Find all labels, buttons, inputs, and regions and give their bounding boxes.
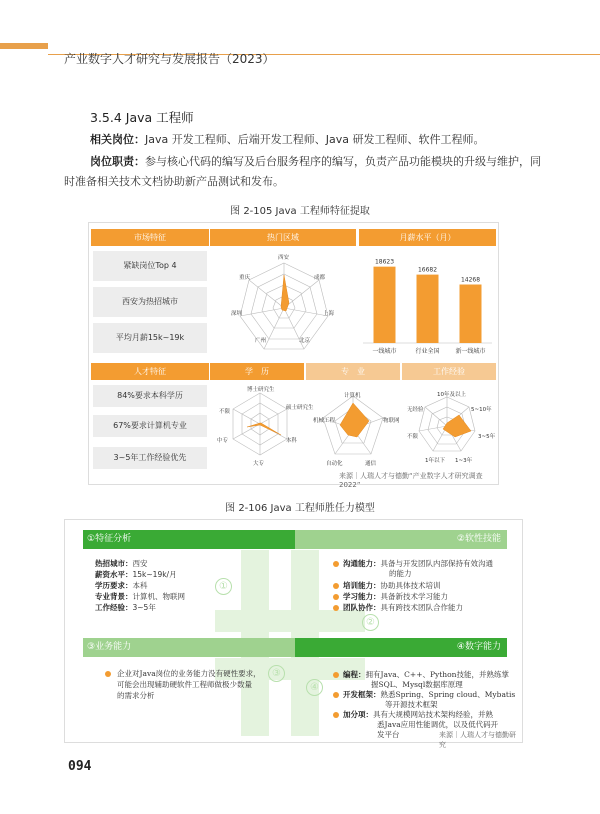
salary-category-label: 一线城市 — [372, 348, 397, 355]
radar-label: 广州 — [255, 338, 267, 344]
salary-bar — [460, 285, 482, 343]
radar-label: 博士研究生 — [247, 387, 275, 393]
radar-label: 硕士研究生 — [286, 405, 314, 411]
digital-framework — [343, 690, 515, 700]
figure-105-caption: 图 2-105 Java 工程师特征提取 — [230, 206, 370, 217]
radar-label: 本科 — [286, 438, 298, 444]
education-radar-chart — [223, 387, 297, 461]
feature-value: 本科 — [132, 581, 148, 590]
soft-skill-key: 学习能力： — [343, 592, 381, 601]
major-radar-area — [340, 403, 369, 437]
radar-label: 重庆 — [239, 275, 251, 281]
bullet-dot — [333, 561, 339, 567]
digital-key: 加分项： — [343, 710, 373, 719]
market-item: 平均月薪15k~19k — [93, 323, 207, 353]
feature-key: 学历要求： — [95, 581, 133, 590]
bullet-dot — [333, 672, 339, 678]
radar-label: 不限 — [219, 409, 231, 415]
digital-bonus — [343, 710, 493, 720]
feature-key: 热招城市： — [95, 559, 133, 568]
radar-label: 1~3年 — [455, 458, 473, 464]
feature-value: 计算机、物联网 — [132, 592, 185, 601]
feature-line — [95, 581, 148, 591]
salary-bar-chart — [359, 247, 496, 357]
header-title: 产业数字人才研究与发展报告（2023） — [64, 52, 275, 66]
city-radar-area — [281, 275, 289, 311]
related-text: Java 开发工程师、后端开发工程师、Java 研发工程师、软件工程师。 — [145, 133, 485, 146]
circled-number: ④ — [306, 679, 323, 696]
digital-programming — [343, 670, 509, 680]
soft-skill-teamwork — [343, 603, 463, 613]
radar-label: 北京 — [299, 338, 311, 344]
salary-bar — [374, 267, 396, 343]
related-label: 相关岗位： — [90, 133, 145, 146]
radar-label: 5~10年 — [471, 407, 492, 413]
section-title: 3.5.4 Java 工程师 — [90, 110, 194, 125]
hash-background-graphic — [65, 520, 522, 742]
digital-value-cont: 等开源技术框架 — [385, 700, 438, 709]
digital-value: 拥有Java、C++、Python技能，并熟练掌 — [365, 670, 509, 679]
bullet-dot — [105, 671, 111, 677]
talent-features-header: 人才特征 — [91, 363, 209, 380]
soft-skill-value: 具备新技术学习能力 — [380, 592, 448, 601]
radar-label: 无经验 — [407, 407, 424, 413]
radar-label: 中专 — [217, 438, 229, 444]
page-number: 094 — [68, 759, 92, 774]
related-positions — [90, 130, 484, 150]
radar-label: 10年及以上 — [437, 392, 466, 398]
tab-education: 学 历 — [210, 363, 304, 380]
tab-experience: 工作经验 — [402, 363, 496, 380]
radar-label: 西安 — [278, 255, 290, 261]
soft-skill-communication — [343, 559, 493, 569]
bullet-dot — [333, 605, 339, 611]
radar-label: 物联网 — [383, 418, 400, 424]
feature-key: 薪资水平： — [95, 570, 133, 579]
digital-key: 编程： — [343, 670, 366, 679]
radar-label: 计算机 — [344, 393, 361, 399]
soft-skill-value-cont: 的能力 — [389, 569, 412, 578]
bullet-dot — [333, 594, 339, 600]
duties-text-1: 参与核心代码的编写及后台服务程序的编写，负责产品功能模块的升级与维护，同 — [145, 155, 541, 168]
major-radar-chart — [315, 391, 391, 463]
quadrant-feature-analysis: ①特征分析 — [83, 530, 295, 549]
soft-skill-key: 培训能力： — [343, 581, 381, 590]
soft-skill-key: 沟通能力： — [343, 559, 381, 568]
radar-label: 机械工程 — [313, 418, 336, 424]
feature-line — [95, 592, 185, 602]
market-features-header: 市场特征 — [91, 229, 209, 246]
feature-key: 专业背景： — [95, 592, 133, 601]
tab-major: 专 业 — [306, 363, 400, 380]
salary-category-label: 行业全国 — [415, 348, 440, 355]
soft-skill-key: 团队协作： — [343, 603, 381, 612]
figure-105 — [88, 222, 499, 489]
digital-key: 开发框架： — [343, 690, 381, 699]
soft-skill-learning — [343, 592, 448, 602]
salary-header: 月薪水平（月） — [359, 229, 496, 246]
radar-label: 上海 — [323, 311, 335, 317]
radar-label: 深圳 — [231, 311, 243, 317]
digital-value-cont: 握SQL、Mysql数据库原理 — [371, 680, 463, 689]
quadrant-digital-ability: ④数字能力 — [295, 638, 507, 657]
radar-label: 大专 — [253, 461, 265, 467]
digital-value: 熟悉Spring、Spring cloud、Mybatis — [380, 690, 516, 699]
feature-value: 15k~19k/月 — [132, 570, 177, 579]
radar-label: 1年以下 — [425, 458, 445, 464]
soft-skill-value: 协助具体技术培训 — [380, 581, 441, 590]
business-text-line: 的需求分析 — [117, 691, 155, 700]
talent-item: 3~5年工作经验优先 — [93, 447, 207, 469]
radar-label: 通信 — [365, 461, 377, 467]
duties-label: 岗位职责： — [90, 155, 145, 168]
business-text-line: 可能会出现辅助硬软件工程师做极少数量 — [117, 680, 252, 689]
hot-regions-header: 热门区域 — [210, 229, 356, 246]
quadrant-soft-skills: ②软性技能 — [295, 530, 507, 549]
radar-label: 3~5年 — [478, 434, 496, 440]
digital-value: 具有大规模网站技术架构经验，并熟 — [373, 710, 493, 719]
bullet-dot — [333, 712, 339, 718]
soft-skill-training — [343, 581, 441, 591]
market-item: 西安为热招城市 — [93, 287, 207, 317]
bullet-dot — [333, 692, 339, 698]
header-accent-triangle — [40, 43, 48, 49]
bullet-dot — [333, 583, 339, 589]
salary-value-label: 18623 — [374, 258, 395, 266]
circled-number: ③ — [268, 665, 285, 682]
feature-line — [95, 603, 156, 613]
digital-value-cont: 发平台 — [377, 730, 400, 739]
feature-line — [95, 559, 148, 569]
business-text-line: 企业对Java岗位的业务能力没有硬性要求， — [117, 669, 261, 678]
salary-value-label: 16682 — [417, 266, 438, 274]
market-item: 紧缺岗位Top 4 — [93, 251, 207, 281]
figure-105-source: 来源｜人瑞人才与德勤“产业数字人才研究调查 2022” — [339, 472, 483, 489]
feature-line — [95, 570, 177, 580]
duties-line-1 — [90, 152, 541, 172]
salary-bar — [417, 275, 439, 343]
education-radar-area — [247, 423, 281, 435]
salary-value-label: 14268 — [460, 276, 481, 284]
city-radar-chart — [229, 253, 339, 363]
soft-skill-value: 具有跨技术团队合作能力 — [380, 603, 463, 612]
radar-label: 不限 — [407, 434, 419, 440]
experience-radar-chart — [415, 393, 479, 459]
figure-106 — [64, 519, 523, 749]
quadrant-business-ability: ③业务能力 — [83, 638, 295, 657]
digital-value-cont: 悉Java应用性能调优，以及低代码开 — [377, 720, 499, 729]
talent-item: 67%要求计算机专业 — [93, 415, 207, 437]
talent-item: 84%要求本科学历 — [93, 385, 207, 407]
figure-106-source: 来源｜人瑞人才与德勤研究 — [439, 731, 516, 749]
radar-label: 成都 — [314, 275, 326, 281]
circled-number: ① — [215, 578, 232, 595]
feature-key: 工作经验： — [95, 603, 133, 612]
radar-label: 自动化 — [326, 461, 343, 467]
feature-value: 3~5年 — [132, 603, 156, 612]
salary-category-label: 新一线城市 — [455, 348, 486, 355]
feature-value: 西安 — [132, 559, 148, 568]
figure-106-caption: 图 2-106 Java 工程师胜任力模型 — [225, 503, 375, 514]
duties-line-2: 时准备相关技术文档协助新产品测试和发布。 — [64, 175, 284, 188]
circled-number: ② — [362, 614, 379, 631]
soft-skill-value: 具备与开发团队内部保持有效沟通 — [380, 559, 493, 568]
